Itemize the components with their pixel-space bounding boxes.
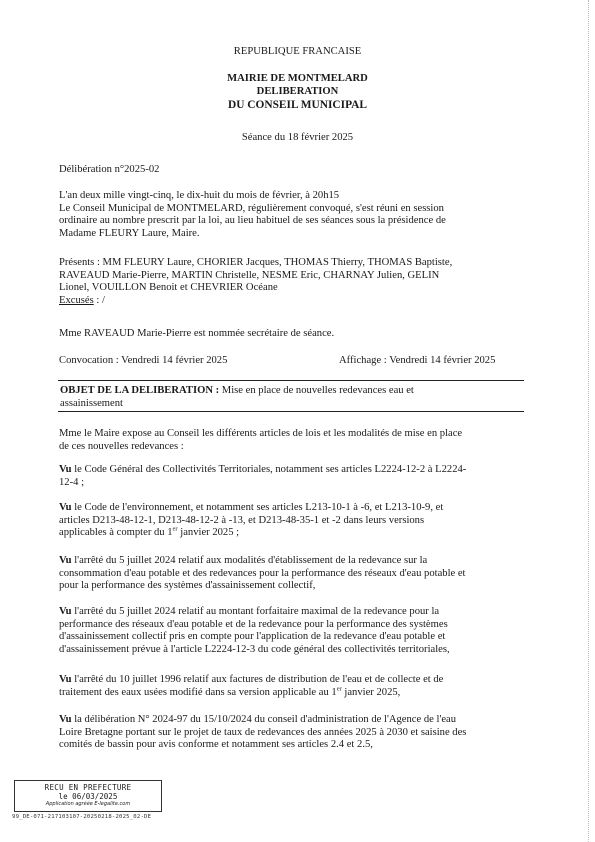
presents-paragraph <box>59 257 519 307</box>
intro-paragraph <box>59 190 519 240</box>
vu-label: Vu <box>59 464 72 475</box>
expose-line: de ces nouvelles redevances : <box>59 440 184 452</box>
vu-text: d'assainissement prévue à l'article L2224-12-3 du code général des collectivités territoriales, <box>59 643 450 655</box>
intro-line: Madame FLEURY Laure, Maire. <box>59 227 200 239</box>
superscript: er <box>336 685 342 693</box>
superscript: er <box>172 525 178 533</box>
excuses-line <box>59 295 519 308</box>
vu-text: le Code de l'environnement, et notamment ses articles L213-10-1 à -6, et L213-10-9, et <box>71 502 444 513</box>
mairie-heading: MAIRIE DE MONTMELARD <box>227 73 368 84</box>
stamp-application: Application agréée E-legalite.com <box>45 801 131 807</box>
objet-box <box>58 380 524 412</box>
presents-line: Lionel, VOUILLON Benoit et CHEVRIER Océane <box>59 282 278 294</box>
objet-label: OBJET DE LA DELIBERATION : <box>60 385 220 396</box>
affichage-date: Affichage : Vendredi 14 février 2025 <box>339 355 496 366</box>
vu-text: janvier 2025 ; <box>177 527 240 539</box>
scan-edge-divider <box>588 0 591 842</box>
vu-text: l'arrêté du 10 juillet 1996 relatif aux factures de distribution de l'eau et de collecte et de <box>71 674 444 685</box>
vu-label: Vu <box>59 714 72 725</box>
vu-text: pour la performance des systèmes d'assainissement collectif, <box>59 580 316 592</box>
presents-line: Présents : MM FLEURY Laure, CHORIER Jacques, THOMAS Thierry, THOMAS Baptiste, <box>59 257 453 268</box>
vu-text: 12-4 ; <box>59 476 85 488</box>
deliberation-number: Délibération n°2025-02 <box>59 164 160 175</box>
vu-text: janvier 2025, <box>341 686 401 698</box>
vu-text: articles D213-48-12-1, D213-48-12-2 à -13, et D213-48-35-1 et -2 dans leurs versions <box>59 514 425 526</box>
vu-text: la délibération N° 2024-97 du 15/10/2024 du conseil d'administration de l'Agence de l'eau <box>71 714 457 725</box>
vu-paragraph-5 <box>59 674 519 699</box>
vu-text: traitement des eaux usées modifié dans sa version applicable au 1 <box>59 686 337 698</box>
vu-label: Vu <box>59 502 72 513</box>
objet-title-continued: assainissement <box>60 397 123 409</box>
republique-heading: REPUBLIQUE FRANCAISE <box>233 46 362 57</box>
stamp-date: le 06/03/2025 <box>58 792 118 801</box>
vu-text: le Code Général des Collectivités Territoriales, notamment ses articles L2224-12-2 à L2224- <box>71 464 467 475</box>
vu-paragraph-3 <box>59 555 519 593</box>
vu-paragraph-6 <box>59 714 519 752</box>
intro-line: L'an deux mille vingt-cinq, le dix-huit du mois de février, à 20h15 <box>59 190 340 201</box>
vu-text: comités de bassin pour avis conforme et notamment ses articles 2.4 et 2.5, <box>59 739 373 751</box>
vu-text: d'assainissement collectif pris en compte pour l'application de la redevance d'eau potable et <box>59 631 446 643</box>
vu-label: Vu <box>59 555 72 566</box>
vu-text: applicables à compter du 1 <box>59 527 173 539</box>
intro-line: ordinaire au nombre prescrit par la loi, au lieu habituel de ses séances sous la présidence de <box>59 215 446 227</box>
vu-paragraph-4 <box>59 606 519 656</box>
stamp-reference: 99_DE-071-217103107-20250218-2025_02-DE <box>12 814 152 820</box>
deliberation-heading: DELIBERATION <box>256 86 339 97</box>
prefecture-stamp <box>14 780 162 812</box>
vu-text: performance des réseaux d'eau potable et de la redevance pour la performance des systèmes <box>59 618 448 630</box>
vu-text: l'arrêté du 5 juillet 2024 relatif au montant forfaitaire maximal de la redevance pour la <box>71 606 440 617</box>
excuses-value: : / <box>93 294 105 306</box>
stamp-received: RECU EN PREFECTURE <box>44 783 132 792</box>
intro-line: Le Conseil Municipal de MONTMELARD, régulièrement convoqué, s'est réuni en session <box>59 202 444 214</box>
objet-text <box>60 385 520 410</box>
vu-paragraph-2 <box>59 502 519 540</box>
expose-line: Mme le Maire expose au Conseil les différents articles de lois et les modalités de mise en place <box>59 428 463 439</box>
objet-title: Mise en place de nouvelles redevances eau et <box>219 385 414 396</box>
secretaire-line: Mme RAVEAUD Marie-Pierre est nommée secrétaire de séance. <box>59 328 335 339</box>
vu-label: Vu <box>59 674 72 685</box>
vu-label: Vu <box>59 606 72 617</box>
excuses-label: Excusés <box>59 294 94 306</box>
vu-text: Loire Bretagne portant sur le projet de taux de redevances des années 2025 à 2030 et saisine des <box>59 726 467 738</box>
convocation-date: Convocation : Vendredi 14 février 2025 <box>59 355 228 366</box>
expose-paragraph <box>59 428 519 453</box>
vu-text: consommation d'eau potable et des redevances pour la performance des réseaux d'eau potable et <box>59 567 466 579</box>
conseil-heading: DU CONSEIL MUNICIPAL <box>227 99 368 111</box>
vu-paragraph-1 <box>59 464 519 489</box>
seance-date: Séance du 18 février 2025 <box>241 132 354 143</box>
presents-line: RAVEAUD Marie-Pierre, MARTIN Christelle, NESME Eric, CHARNAY Julien, GELIN <box>59 269 440 281</box>
vu-text: l'arrêté du 5 juillet 2024 relatif aux modalités d'établissement de la redevance sur la <box>71 555 428 566</box>
